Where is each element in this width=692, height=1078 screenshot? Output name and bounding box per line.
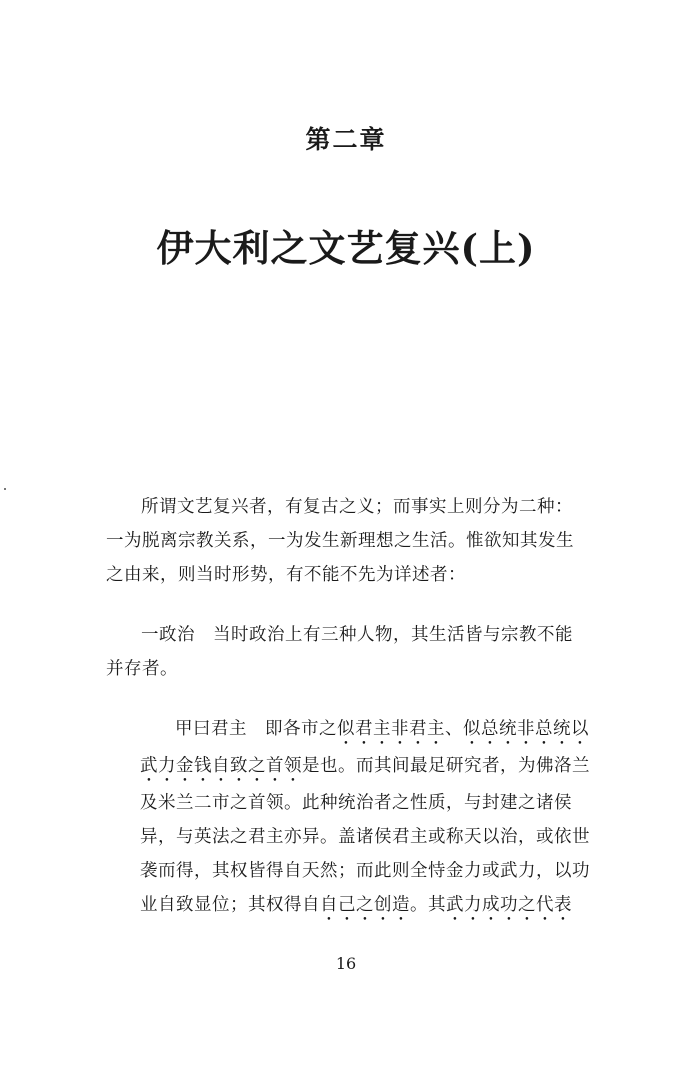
chapter-title: 伊大利之文艺复兴(上)	[156, 226, 536, 270]
emphasized-text: 以武力金钱自致之首领	[140, 719, 589, 776]
text-segment: 是也。而其间最足研究者，为佛洛兰及米兰二市之首领。此种统治者之性质，与封建之诸侯异，与英法之君主亦异。盖诸侯君主或称天以治，或依世袭而得，其权皆得自天然；而此则全恃金力或武力，以功业自致显位；其权得自	[140, 756, 590, 915]
text-segment: 甲曰君主 即各市之	[175, 719, 337, 739]
emphasized-text: 似总统非总统	[463, 719, 571, 739]
chapter-label: 第二章	[305, 125, 387, 154]
emphasized-text: 似君主非君主	[337, 719, 445, 739]
text-segment: 。其	[410, 895, 446, 915]
paragraph-intro: 所谓文艺复兴者，有复古之义；而事实上则分为二种：一为脱离宗教关系，一为发生新理想之生活。惟欲知其发生之由来，则当时形势，有不能不先为详述者：	[106, 497, 574, 585]
page-number: 16	[335, 954, 357, 973]
emphasized-text: 自己之创造	[320, 895, 410, 915]
margin-mark	[4, 488, 6, 490]
text-segment: 、	[445, 719, 463, 739]
emphasized-text: 武力成功之代表	[446, 895, 572, 915]
paragraph-monarch	[140, 712, 590, 925]
paragraph-politics: 一政治 当时政治上有三种人物，其生活皆与宗教不能并存者。	[106, 625, 573, 679]
